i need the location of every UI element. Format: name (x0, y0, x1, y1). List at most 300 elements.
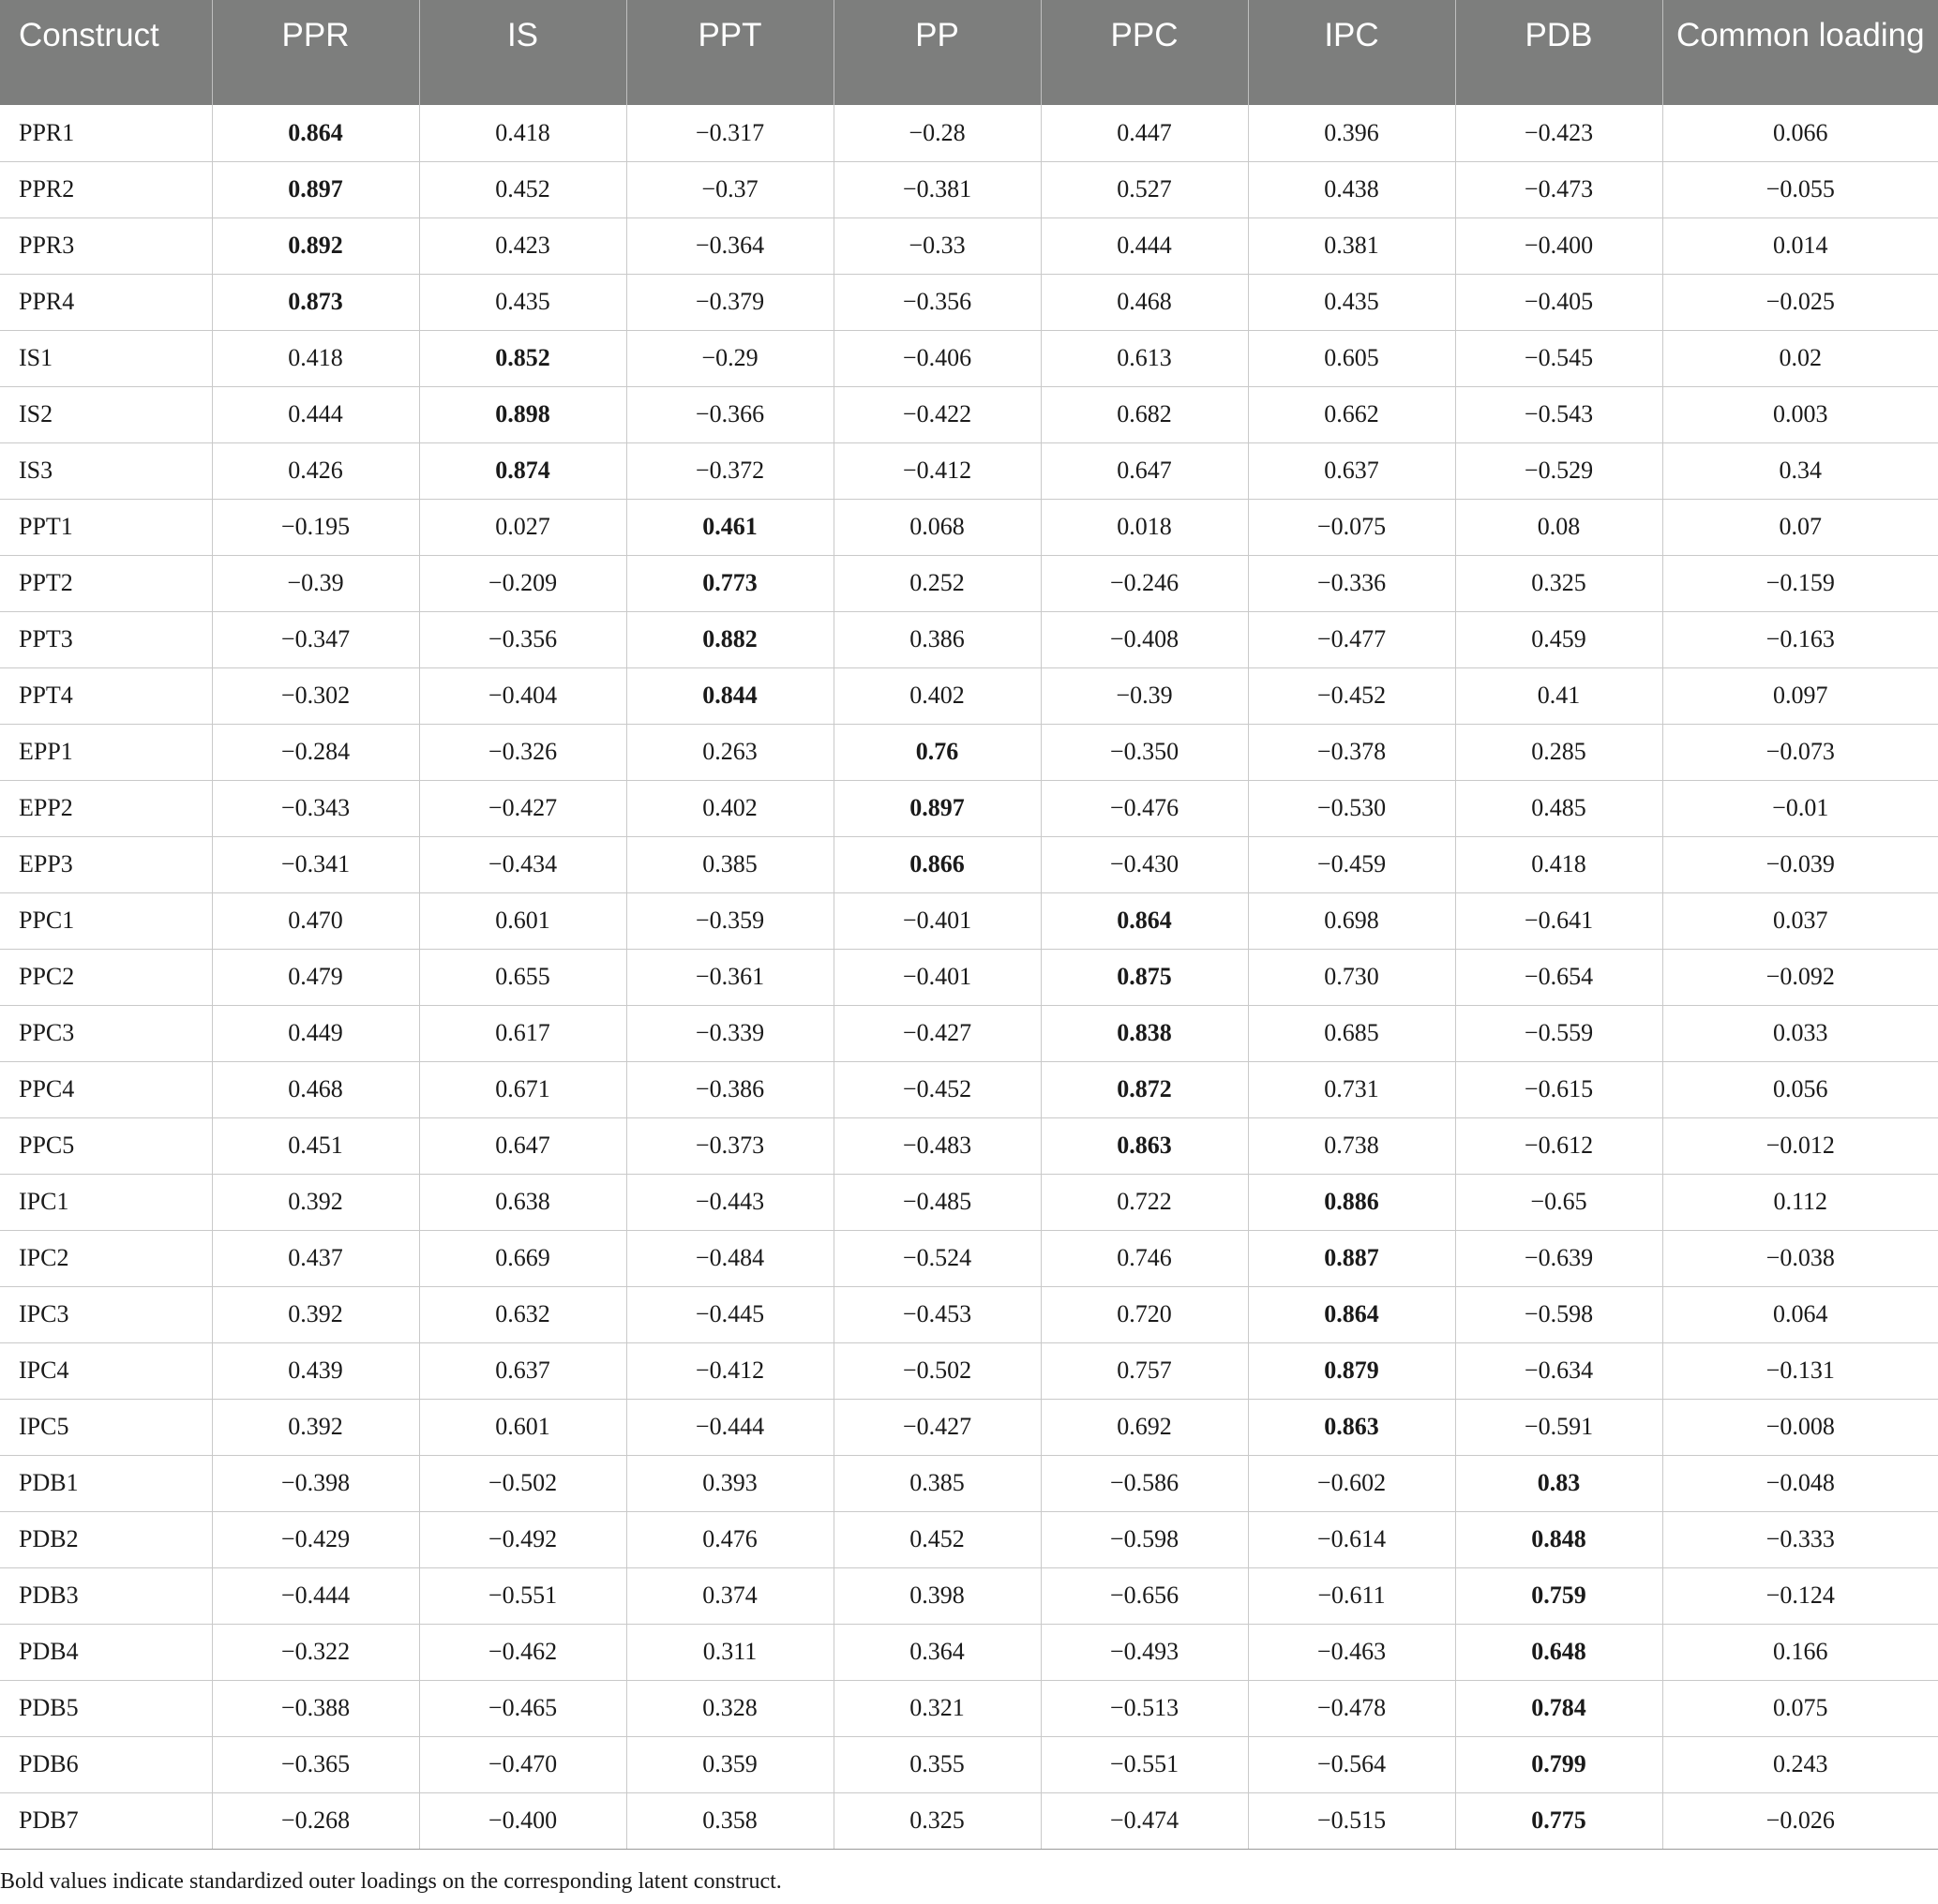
loading-value-cell: 0.068 (834, 499, 1041, 555)
loading-value-cell: −0.615 (1455, 1061, 1662, 1117)
header-ppc: PPC (1041, 0, 1248, 105)
loading-value-cell: 0.605 (1248, 330, 1455, 386)
loading-value-cell: 0.863 (1041, 1117, 1248, 1174)
header-common-loading: Common loading (1662, 0, 1938, 105)
loading-value-cell: −0.343 (212, 780, 419, 836)
loading-value-cell: −0.551 (419, 1567, 626, 1624)
construct-label-cell: PDB6 (0, 1736, 212, 1792)
loading-value-cell: −0.545 (1455, 330, 1662, 386)
loading-value-cell: 0.285 (1455, 724, 1662, 780)
loading-value-cell: 0.263 (626, 724, 834, 780)
loading-value-cell: 0.392 (212, 1286, 419, 1342)
loading-value-cell: −0.361 (626, 949, 834, 1005)
loading-value-cell: 0.617 (419, 1005, 626, 1061)
loading-value-cell: 0.632 (419, 1286, 626, 1342)
loading-value-cell: 0.027 (419, 499, 626, 555)
loading-value-cell: −0.422 (834, 386, 1041, 442)
loading-value-cell: 0.882 (626, 611, 834, 667)
loading-value-cell: 0.757 (1041, 1342, 1248, 1399)
construct-label-cell: IPC1 (0, 1174, 212, 1230)
table-row (0, 667, 1938, 724)
loading-value-cell: 0.887 (1248, 1230, 1455, 1286)
loading-value-cell: −0.474 (1041, 1792, 1248, 1849)
loading-value-cell: 0.398 (834, 1567, 1041, 1624)
loading-value-cell: 0.470 (212, 892, 419, 949)
header-pdb: PDB (1455, 0, 1662, 105)
loading-value-cell: 0.374 (626, 1567, 834, 1624)
loading-value-cell: −0.477 (1248, 611, 1455, 667)
loading-value-cell: −0.339 (626, 1005, 834, 1061)
loading-value-cell: 0.461 (626, 499, 834, 555)
loading-value-cell: −0.284 (212, 724, 419, 780)
loading-value-cell: −0.055 (1662, 161, 1938, 217)
loading-value-cell: −0.452 (834, 1061, 1041, 1117)
loading-value-cell: −0.598 (1041, 1511, 1248, 1567)
loading-value-cell: 0.601 (419, 892, 626, 949)
table-row (0, 499, 1938, 555)
loading-value-cell: 0.018 (1041, 499, 1248, 555)
loading-value-cell: 0.759 (1455, 1567, 1662, 1624)
loading-value-cell: 0.601 (419, 1399, 626, 1455)
loading-value-cell: −0.485 (834, 1174, 1041, 1230)
loading-value-cell: 0.838 (1041, 1005, 1248, 1061)
loading-value-cell: −0.317 (626, 105, 834, 161)
loading-value-cell: 0.527 (1041, 161, 1248, 217)
construct-label-cell: IPC5 (0, 1399, 212, 1455)
loading-value-cell: −0.423 (1455, 105, 1662, 161)
table-row (0, 1511, 1938, 1567)
loading-value-cell: −0.591 (1455, 1399, 1662, 1455)
table-row (0, 442, 1938, 499)
loading-value-cell: 0.252 (834, 555, 1041, 611)
loading-value-cell: 0.437 (212, 1230, 419, 1286)
loading-value-cell: 0.402 (626, 780, 834, 836)
header-is: IS (419, 0, 626, 105)
loading-value-cell: 0.418 (419, 105, 626, 161)
loading-value-cell: −0.564 (1248, 1736, 1455, 1792)
loading-value-cell: 0.873 (212, 274, 419, 330)
construct-label-cell: EPP1 (0, 724, 212, 780)
loading-value-cell: −0.268 (212, 1792, 419, 1849)
table-row (0, 780, 1938, 836)
loading-value-cell: 0.396 (1248, 105, 1455, 161)
loading-value-cell: −0.326 (419, 724, 626, 780)
header-pp: PP (834, 0, 1041, 105)
construct-label-cell: IPC3 (0, 1286, 212, 1342)
loading-value-cell: −0.412 (626, 1342, 834, 1399)
table-row (0, 1174, 1938, 1230)
loading-value-cell: −0.195 (212, 499, 419, 555)
loading-value-cell: 0.722 (1041, 1174, 1248, 1230)
loading-value-cell: −0.366 (626, 386, 834, 442)
loading-value-cell: −0.39 (1041, 667, 1248, 724)
loading-value-cell: −0.37 (626, 161, 834, 217)
loading-value-cell: −0.452 (1248, 667, 1455, 724)
header-row (0, 0, 1938, 105)
loading-value-cell: −0.29 (626, 330, 834, 386)
loading-value-cell: −0.430 (1041, 836, 1248, 892)
construct-label-cell: IS2 (0, 386, 212, 442)
construct-label-cell: PPR1 (0, 105, 212, 161)
construct-label-cell: PPR2 (0, 161, 212, 217)
loading-value-cell: 0.435 (419, 274, 626, 330)
loading-value-cell: 0.897 (834, 780, 1041, 836)
loading-value-cell: −0.463 (1248, 1624, 1455, 1680)
loading-value-cell: 0.682 (1041, 386, 1248, 442)
loading-value-cell: −0.444 (626, 1399, 834, 1455)
loading-value-cell: −0.412 (834, 442, 1041, 499)
loading-value-cell: −0.048 (1662, 1455, 1938, 1511)
loading-value-cell: −0.378 (1248, 724, 1455, 780)
loading-value-cell: 0.418 (1455, 836, 1662, 892)
loading-value-cell: 0.773 (626, 555, 834, 611)
loading-value-cell: 0.328 (626, 1680, 834, 1736)
loading-value-cell: 0.393 (626, 1455, 834, 1511)
loading-value-cell: 0.844 (626, 667, 834, 724)
loading-value-cell: −0.386 (626, 1061, 834, 1117)
loading-value-cell: −0.502 (834, 1342, 1041, 1399)
loading-value-cell: 0.897 (212, 161, 419, 217)
loading-value-cell: −0.356 (834, 274, 1041, 330)
loading-value-cell: 0.385 (834, 1455, 1041, 1511)
loading-value-cell: 0.459 (1455, 611, 1662, 667)
loading-value-cell: −0.365 (212, 1736, 419, 1792)
loading-value-cell: −0.159 (1662, 555, 1938, 611)
loading-value-cell: 0.613 (1041, 330, 1248, 386)
loading-value-cell: −0.209 (419, 555, 626, 611)
loading-value-cell: −0.401 (834, 949, 1041, 1005)
table-footnote: Bold values indicate standardized outer loadings on the corresponding latent construct. (0, 1869, 782, 1894)
loading-value-cell: 0.864 (212, 105, 419, 161)
header-ipc: IPC (1248, 0, 1455, 105)
loading-value-cell: −0.492 (419, 1511, 626, 1567)
loading-value-cell: −0.445 (626, 1286, 834, 1342)
loading-value-cell: −0.639 (1455, 1230, 1662, 1286)
loading-value-cell: −0.641 (1455, 892, 1662, 949)
loading-value-cell: 0.468 (1041, 274, 1248, 330)
table-body (0, 105, 1938, 1849)
loading-value-cell: 0.852 (419, 330, 626, 386)
loading-value-cell: −0.543 (1455, 386, 1662, 442)
loading-value-cell: 0.359 (626, 1736, 834, 1792)
loading-value-cell: 0.655 (419, 949, 626, 1005)
loading-value-cell: −0.530 (1248, 780, 1455, 836)
loading-value-cell: −0.602 (1248, 1455, 1455, 1511)
loading-value-cell: 0.879 (1248, 1342, 1455, 1399)
loading-value-cell: 0.08 (1455, 499, 1662, 555)
table-row (0, 105, 1938, 161)
loading-value-cell: 0.325 (834, 1792, 1041, 1849)
loading-value-cell: 0.444 (212, 386, 419, 442)
loading-value-cell: −0.598 (1455, 1286, 1662, 1342)
loading-value-cell: 0.438 (1248, 161, 1455, 217)
loading-value-cell: 0.648 (1455, 1624, 1662, 1680)
loading-value-cell: 0.731 (1248, 1061, 1455, 1117)
loading-value-cell: 0.452 (834, 1511, 1041, 1567)
loading-value-cell: 0.864 (1041, 892, 1248, 949)
loading-value-cell: −0.246 (1041, 555, 1248, 611)
loading-value-cell: −0.401 (834, 892, 1041, 949)
loading-value-cell: 0.866 (834, 836, 1041, 892)
loading-value-cell: 0.875 (1041, 949, 1248, 1005)
loading-value-cell: 0.637 (1248, 442, 1455, 499)
table-row (0, 386, 1938, 442)
table-row (0, 1792, 1938, 1849)
loading-value-cell: −0.444 (212, 1567, 419, 1624)
table-row (0, 217, 1938, 274)
loading-value-cell: 0.392 (212, 1174, 419, 1230)
loading-value-cell: 0.418 (212, 330, 419, 386)
table-row (0, 555, 1938, 611)
loading-value-cell: 0.34 (1662, 442, 1938, 499)
loading-value-cell: −0.008 (1662, 1399, 1938, 1455)
loading-value-cell: 0.83 (1455, 1455, 1662, 1511)
loading-value-cell: −0.124 (1662, 1567, 1938, 1624)
loading-value-cell: −0.586 (1041, 1455, 1248, 1511)
loading-value-cell: 0.698 (1248, 892, 1455, 949)
loading-value-cell: −0.493 (1041, 1624, 1248, 1680)
loading-value-cell: −0.406 (834, 330, 1041, 386)
loading-value-cell: 0.066 (1662, 105, 1938, 161)
loading-value-cell: −0.483 (834, 1117, 1041, 1174)
loading-value-cell: 0.166 (1662, 1624, 1938, 1680)
loading-value-cell: 0.638 (419, 1174, 626, 1230)
construct-label-cell: IPC4 (0, 1342, 212, 1399)
table-row (0, 274, 1938, 330)
loading-value-cell: 0.037 (1662, 892, 1938, 949)
table-row (0, 836, 1938, 892)
construct-label-cell: PPC2 (0, 949, 212, 1005)
loading-value-cell: −0.459 (1248, 836, 1455, 892)
table-row (0, 1399, 1938, 1455)
loading-value-cell: −0.529 (1455, 442, 1662, 499)
loading-value-cell: −0.453 (834, 1286, 1041, 1342)
loading-value-cell: 0.311 (626, 1624, 834, 1680)
loading-value-cell: 0.685 (1248, 1005, 1455, 1061)
loading-value-cell: −0.341 (212, 836, 419, 892)
loading-value-cell: −0.400 (1455, 217, 1662, 274)
loading-value-cell: 0.064 (1662, 1286, 1938, 1342)
loading-value-cell: −0.513 (1041, 1680, 1248, 1736)
loading-value-cell: 0.386 (834, 611, 1041, 667)
construct-label-cell: PDB7 (0, 1792, 212, 1849)
loading-value-cell: 0.692 (1041, 1399, 1248, 1455)
construct-label-cell: PPT2 (0, 555, 212, 611)
loading-value-cell: −0.347 (212, 611, 419, 667)
loading-value-cell: −0.026 (1662, 1792, 1938, 1849)
loading-value-cell: −0.612 (1455, 1117, 1662, 1174)
loading-value-cell: −0.524 (834, 1230, 1041, 1286)
construct-label-cell: PPT4 (0, 667, 212, 724)
construct-label-cell: PDB4 (0, 1624, 212, 1680)
loading-value-cell: 0.898 (419, 386, 626, 442)
loading-value-cell: −0.039 (1662, 836, 1938, 892)
loading-value-cell: −0.502 (419, 1455, 626, 1511)
loading-value-cell: −0.478 (1248, 1680, 1455, 1736)
loading-value-cell: −0.379 (626, 274, 834, 330)
construct-label-cell: IS3 (0, 442, 212, 499)
loading-value-cell: −0.443 (626, 1174, 834, 1230)
loading-value-cell: −0.025 (1662, 274, 1938, 330)
construct-label-cell: PPC4 (0, 1061, 212, 1117)
construct-label-cell: PDB2 (0, 1511, 212, 1567)
loading-value-cell: 0.364 (834, 1624, 1041, 1680)
loading-value-cell: −0.465 (419, 1680, 626, 1736)
loading-value-cell: −0.388 (212, 1680, 419, 1736)
loading-value-cell: 0.671 (419, 1061, 626, 1117)
loading-value-cell: −0.656 (1041, 1567, 1248, 1624)
loading-value-cell: 0.720 (1041, 1286, 1248, 1342)
loading-value-cell: 0.452 (419, 161, 626, 217)
construct-label-cell: IPC2 (0, 1230, 212, 1286)
loading-value-cell: 0.449 (212, 1005, 419, 1061)
loading-value-cell: −0.462 (419, 1624, 626, 1680)
loading-value-cell: 0.746 (1041, 1230, 1248, 1286)
loading-value-cell: 0.112 (1662, 1174, 1938, 1230)
construct-label-cell: PPC1 (0, 892, 212, 949)
loading-value-cell: 0.355 (834, 1736, 1041, 1792)
loading-value-cell: −0.634 (1455, 1342, 1662, 1399)
loading-value-cell: −0.473 (1455, 161, 1662, 217)
loading-value-cell: −0.073 (1662, 724, 1938, 780)
loading-value-cell: 0.872 (1041, 1061, 1248, 1117)
table-row (0, 1736, 1938, 1792)
loading-value-cell: −0.336 (1248, 555, 1455, 611)
header-construct: Construct (0, 0, 212, 105)
loading-value-cell: 0.662 (1248, 386, 1455, 442)
table-row (0, 1117, 1938, 1174)
table-row (0, 1567, 1938, 1624)
loading-value-cell: 0.864 (1248, 1286, 1455, 1342)
table-row (0, 1286, 1938, 1342)
loading-value-cell: 0.775 (1455, 1792, 1662, 1849)
loading-value-cell: −0.551 (1041, 1736, 1248, 1792)
loading-value-cell: −0.484 (626, 1230, 834, 1286)
loading-value-cell: 0.444 (1041, 217, 1248, 274)
construct-label-cell: EPP3 (0, 836, 212, 892)
loading-value-cell: −0.333 (1662, 1511, 1938, 1567)
loading-value-cell: 0.439 (212, 1342, 419, 1399)
loading-value-cell: 0.325 (1455, 555, 1662, 611)
loading-value-cell: −0.39 (212, 555, 419, 611)
loading-value-cell: −0.163 (1662, 611, 1938, 667)
table-row (0, 1455, 1938, 1511)
loading-value-cell: −0.038 (1662, 1230, 1938, 1286)
loading-value-cell: 0.738 (1248, 1117, 1455, 1174)
loading-value-cell: 0.468 (212, 1061, 419, 1117)
construct-label-cell: PDB1 (0, 1455, 212, 1511)
loading-value-cell: −0.131 (1662, 1342, 1938, 1399)
loading-value-cell: 0.76 (834, 724, 1041, 780)
loading-value-cell: 0.426 (212, 442, 419, 499)
loading-value-cell: −0.408 (1041, 611, 1248, 667)
loading-value-cell: 0.476 (626, 1511, 834, 1567)
table-row (0, 161, 1938, 217)
table-row (0, 1230, 1938, 1286)
construct-label-cell: PPT3 (0, 611, 212, 667)
loading-value-cell: −0.28 (834, 105, 1041, 161)
table-row (0, 611, 1938, 667)
loading-value-cell: 0.423 (419, 217, 626, 274)
construct-label-cell: EPP2 (0, 780, 212, 836)
table-row (0, 330, 1938, 386)
table-row (0, 1342, 1938, 1399)
loading-value-cell: −0.429 (212, 1511, 419, 1567)
loading-value-cell: −0.427 (834, 1005, 1041, 1061)
loading-value-cell: −0.372 (626, 442, 834, 499)
construct-label-cell: PDB3 (0, 1567, 212, 1624)
header-ppr: PPR (212, 0, 419, 105)
table-row (0, 1061, 1938, 1117)
loading-value-cell: 0.863 (1248, 1399, 1455, 1455)
loading-value-cell: −0.614 (1248, 1511, 1455, 1567)
loading-value-cell: 0.075 (1662, 1680, 1938, 1736)
construct-label-cell: PPT1 (0, 499, 212, 555)
loading-value-cell: −0.350 (1041, 724, 1248, 780)
loading-value-cell: −0.65 (1455, 1174, 1662, 1230)
loading-value-cell: 0.784 (1455, 1680, 1662, 1736)
loading-value-cell: 0.07 (1662, 499, 1938, 555)
loading-value-cell: −0.470 (419, 1736, 626, 1792)
loading-value-cell: −0.373 (626, 1117, 834, 1174)
loading-value-cell: 0.402 (834, 667, 1041, 724)
loading-value-cell: 0.014 (1662, 217, 1938, 274)
table-header (0, 0, 1938, 105)
loading-value-cell: −0.356 (419, 611, 626, 667)
table-row (0, 892, 1938, 949)
loading-value-cell: 0.479 (212, 949, 419, 1005)
loading-value-cell: 0.056 (1662, 1061, 1938, 1117)
loading-value-cell: −0.434 (419, 836, 626, 892)
loading-value-cell: 0.41 (1455, 667, 1662, 724)
loading-value-cell: −0.405 (1455, 274, 1662, 330)
loading-value-cell: −0.404 (419, 667, 626, 724)
construct-label-cell: PPR3 (0, 217, 212, 274)
loading-value-cell: 0.730 (1248, 949, 1455, 1005)
loading-value-cell: 0.647 (419, 1117, 626, 1174)
loading-value-cell: −0.302 (212, 667, 419, 724)
loading-value-cell: −0.364 (626, 217, 834, 274)
loading-value-cell: −0.515 (1248, 1792, 1455, 1849)
loading-value-cell: 0.848 (1455, 1511, 1662, 1567)
loading-value-cell: −0.092 (1662, 949, 1938, 1005)
loading-value-cell: 0.435 (1248, 274, 1455, 330)
loading-value-cell: −0.322 (212, 1624, 419, 1680)
loading-value-cell: −0.381 (834, 161, 1041, 217)
loading-value-cell: −0.359 (626, 892, 834, 949)
construct-label-cell: IS1 (0, 330, 212, 386)
table-row (0, 724, 1938, 780)
construct-label-cell: PPC5 (0, 1117, 212, 1174)
loading-value-cell: −0.01 (1662, 780, 1938, 836)
loading-value-cell: 0.321 (834, 1680, 1041, 1736)
construct-label-cell: PPC3 (0, 1005, 212, 1061)
loading-value-cell: −0.398 (212, 1455, 419, 1511)
construct-label-cell: PDB5 (0, 1680, 212, 1736)
loading-value-cell: −0.654 (1455, 949, 1662, 1005)
loading-value-cell: 0.003 (1662, 386, 1938, 442)
loading-value-cell: 0.392 (212, 1399, 419, 1455)
loading-value-cell: 0.097 (1662, 667, 1938, 724)
loading-value-cell: −0.075 (1248, 499, 1455, 555)
loading-value-cell: −0.012 (1662, 1117, 1938, 1174)
table-row (0, 1624, 1938, 1680)
loading-value-cell: −0.611 (1248, 1567, 1455, 1624)
loading-value-cell: 0.385 (626, 836, 834, 892)
table-row (0, 1005, 1938, 1061)
loading-value-cell: 0.874 (419, 442, 626, 499)
table-row (0, 949, 1938, 1005)
